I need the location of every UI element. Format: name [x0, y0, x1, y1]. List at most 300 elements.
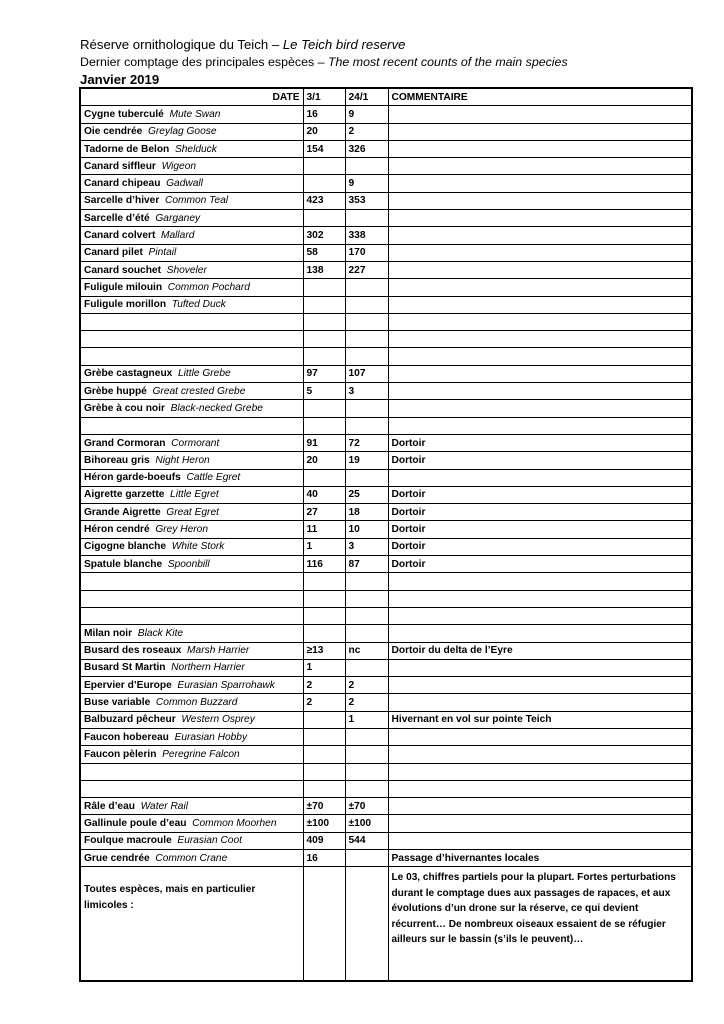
count-date-2: 10 — [345, 521, 388, 538]
comment-cell — [388, 832, 692, 849]
comment-cell — [388, 746, 692, 763]
count-date-2: 353 — [345, 192, 388, 209]
species-french-name: Oie cendrée — [84, 126, 143, 138]
count-date-2 — [345, 331, 388, 348]
count-date-2 — [345, 210, 388, 227]
count-date-1: 16 — [303, 850, 345, 867]
count-date-1: ≥13 — [303, 642, 345, 659]
species-french-name: Tadorne de Belon — [84, 143, 170, 155]
count-date-1 — [303, 763, 345, 780]
species-french-name: Grande Aigrette — [84, 506, 161, 518]
comment-cell — [388, 365, 692, 382]
species-english-name: Cormorant — [165, 437, 220, 449]
species-english-name: Greylag Goose — [142, 126, 217, 138]
table-row — [80, 625, 692, 642]
comment-cell — [388, 573, 692, 590]
comment-cell: Dortoir — [388, 521, 692, 538]
species-french-name: Faucon hobereau — [84, 731, 169, 743]
comment-cell: Dortoir — [388, 434, 692, 451]
species-french-name: Canard chipeau — [84, 178, 161, 190]
count-date-2: 3 — [345, 538, 388, 555]
count-date-1 — [303, 711, 345, 728]
count-date-1: 2 — [303, 677, 345, 694]
species-english-name: Peregrine Falcon — [156, 748, 240, 760]
comment-cell — [388, 694, 692, 711]
species-cell — [80, 815, 303, 832]
table-row — [80, 158, 692, 175]
species-english-name: Black-necked Grebe — [164, 402, 263, 414]
count-date-2 — [345, 400, 388, 417]
document-subtitle — [80, 54, 680, 71]
species-english-name: Common Teal — [159, 195, 229, 207]
species-french-name: Fuligule milouin — [84, 281, 163, 293]
count-date-2 — [345, 850, 388, 867]
comment-cell — [388, 677, 692, 694]
comment-cell — [388, 192, 692, 209]
table-row — [80, 521, 692, 538]
comment-cell — [388, 175, 692, 192]
comment-cell — [388, 625, 692, 642]
table-row — [80, 486, 692, 503]
table-row — [80, 175, 692, 192]
species-french-name: Grèbe à cou noir — [84, 402, 165, 414]
count-date-1: 27 — [303, 504, 345, 521]
comment-cell: Dortoir — [388, 452, 692, 469]
species-cell — [80, 192, 303, 209]
species-french-name: Foulque macroule — [84, 835, 172, 847]
count-date-1: 423 — [303, 192, 345, 209]
table-footer-row — [80, 867, 692, 982]
species-cell — [80, 711, 303, 728]
species-french-name: Milan noir — [84, 627, 133, 639]
species-cell — [80, 642, 303, 659]
table-row — [80, 400, 692, 417]
species-cell — [80, 486, 303, 503]
species-english-name: Black Kite — [132, 627, 184, 639]
count-date-1: 91 — [303, 434, 345, 451]
subtitle-french: Dernier comptage des principales espèces – — [80, 55, 325, 69]
count-date-2: nc — [345, 642, 388, 659]
table-row — [80, 573, 692, 590]
count-date-2: 107 — [345, 365, 388, 382]
comment-cell — [388, 244, 692, 261]
table-row — [80, 832, 692, 849]
species-cell — [80, 607, 303, 624]
species-english-name: Western Osprey — [175, 714, 255, 726]
species-english-name: Eurasian Sparrohawk — [171, 679, 275, 691]
table-row — [80, 296, 692, 313]
species-french-name: Sarcelle d’été — [84, 212, 150, 224]
species-cell — [80, 383, 303, 400]
footer-label: Toutes espèces, mais en particulier limicoles : — [80, 867, 303, 982]
count-date-2: 72 — [345, 434, 388, 451]
count-date-1 — [303, 158, 345, 175]
subtitle-english: The most recent counts of the main species — [327, 55, 568, 69]
table-row — [80, 556, 692, 573]
comment-cell: Passage d’hivernantes locales — [388, 850, 692, 867]
table-row — [80, 642, 692, 659]
count-date-1 — [303, 296, 345, 313]
species-cell — [80, 728, 303, 745]
table-row — [80, 694, 692, 711]
count-date-1: 97 — [303, 365, 345, 382]
species-cell — [80, 400, 303, 417]
species-french-name: Sarcelle d’hiver — [84, 195, 160, 207]
species-french-name: Fuligule morillon — [84, 299, 167, 311]
month-label: Janvier 2019 — [80, 72, 160, 87]
species-cell — [80, 210, 303, 227]
species-french-name: Spatule blanche — [84, 558, 163, 570]
count-date-1: 58 — [303, 244, 345, 261]
species-french-name: Faucon pèlerin — [84, 748, 157, 760]
species-french-name: Râle d’eau — [84, 800, 135, 812]
species-cell — [80, 123, 303, 140]
count-date-2 — [345, 659, 388, 676]
count-date-1: 16 — [303, 106, 345, 123]
species-french-name: Busard des roseaux — [84, 645, 182, 657]
count-date-2: 2 — [345, 123, 388, 140]
count-date-1 — [303, 625, 345, 642]
comment-header: COMMENTAIRE — [388, 88, 692, 106]
count-date-2 — [345, 469, 388, 486]
table-row — [80, 469, 692, 486]
species-cell — [80, 158, 303, 175]
species-cell — [80, 452, 303, 469]
species-cell — [80, 763, 303, 780]
table-header-row — [80, 88, 692, 106]
species-english-name: Pintail — [142, 247, 177, 259]
species-cell — [80, 694, 303, 711]
species-cell — [80, 279, 303, 296]
comment-cell — [388, 210, 692, 227]
count-date-2: 338 — [345, 227, 388, 244]
species-english-name: Little Grebe — [172, 368, 231, 380]
species-french-name: Cigogne blanche — [84, 541, 167, 553]
species-english-name: Common Pochard — [162, 281, 250, 293]
count-date-1 — [303, 417, 345, 434]
species-french-name: Buse variable — [84, 697, 151, 709]
table-row — [80, 279, 692, 296]
comment-cell — [388, 780, 692, 797]
table-row — [80, 798, 692, 815]
count-date-1 — [303, 469, 345, 486]
count-date-2: 9 — [345, 106, 388, 123]
species-cell — [80, 521, 303, 538]
date-header: DATE — [80, 88, 303, 106]
table-row — [80, 659, 692, 676]
comment-cell — [388, 227, 692, 244]
count-date-2: 2 — [345, 694, 388, 711]
species-english-name: White Stork — [166, 541, 225, 553]
species-cell — [80, 832, 303, 849]
count-date-2 — [345, 607, 388, 624]
species-english-name: Grey Heron — [149, 524, 208, 536]
species-cell — [80, 780, 303, 797]
comment-cell — [388, 123, 692, 140]
table-row — [80, 850, 692, 867]
count-date-1: 2 — [303, 694, 345, 711]
count-date-1: 40 — [303, 486, 345, 503]
count-date-1 — [303, 780, 345, 797]
count-date-2: 227 — [345, 261, 388, 278]
table-row — [80, 746, 692, 763]
count-date-2 — [345, 279, 388, 296]
table-row — [80, 227, 692, 244]
species-cell — [80, 798, 303, 815]
count-date-1: 116 — [303, 556, 345, 573]
species-cell — [80, 296, 303, 313]
species-english-name: Common Moorhen — [186, 818, 277, 830]
comment-cell — [388, 469, 692, 486]
count-date-1: 154 — [303, 140, 345, 157]
count-date-2 — [345, 348, 388, 365]
comment-cell — [388, 417, 692, 434]
title-english: Le Teich bird reserve — [282, 37, 406, 52]
species-cell — [80, 469, 303, 486]
species-english-name: Gadwall — [160, 178, 203, 190]
comment-cell — [388, 763, 692, 780]
species-french-name: Cygne tuberculé — [84, 108, 164, 120]
count-date-1: 409 — [303, 832, 345, 849]
species-english-name: Shelduck — [169, 143, 217, 155]
table-row — [80, 728, 692, 745]
species-french-name: Bihoreau gris — [84, 454, 150, 466]
count-date-2: 87 — [345, 556, 388, 573]
count-date-2: 3 — [345, 383, 388, 400]
table-row — [80, 244, 692, 261]
table-row — [80, 210, 692, 227]
count-date-1 — [303, 573, 345, 590]
count-date-2: 19 — [345, 452, 388, 469]
count-date-1 — [303, 746, 345, 763]
species-english-name: Northern Harrier — [165, 662, 245, 674]
species-cell — [80, 331, 303, 348]
comment-cell — [388, 383, 692, 400]
species-cell — [80, 504, 303, 521]
comment-cell — [388, 728, 692, 745]
species-english-name: Common Crane — [149, 852, 228, 864]
comment-cell — [388, 798, 692, 815]
comment-cell — [388, 400, 692, 417]
count-date-2: 170 — [345, 244, 388, 261]
species-english-name: Spoonbill — [162, 558, 210, 570]
table-row — [80, 313, 692, 330]
count-date-2 — [345, 728, 388, 745]
comment-cell — [388, 158, 692, 175]
count-date-2 — [345, 763, 388, 780]
table-row — [80, 452, 692, 469]
species-cell — [80, 365, 303, 382]
species-cell — [80, 417, 303, 434]
count-date-2 — [345, 417, 388, 434]
count-date-1: 302 — [303, 227, 345, 244]
species-french-name: Canard pilet — [84, 247, 143, 259]
comment-cell — [388, 590, 692, 607]
count-date-2 — [345, 573, 388, 590]
species-english-name: Mallard — [155, 230, 195, 242]
footer-comment: Le 03, chiffres partiels pour la plupart. Fortes perturbations durant le comptage dues aux passages de rapaces, et aux évolutions d’un drone sur la réserve, ce qui devient récurrent… De nombreux oiseaux essaient de se réfugier ailleurs sur le bassin (s’ils le peuvent)… — [388, 867, 692, 982]
comment-cell — [388, 261, 692, 278]
count-date-2: 25 — [345, 486, 388, 503]
species-french-name: Grèbe huppé — [84, 385, 147, 397]
species-cell — [80, 434, 303, 451]
table-row — [80, 677, 692, 694]
count-date-2 — [345, 746, 388, 763]
species-cell — [80, 850, 303, 867]
species-french-name: Héron garde-boeufs — [84, 472, 181, 484]
table-row — [80, 383, 692, 400]
count-date-2 — [345, 625, 388, 642]
species-cell — [80, 573, 303, 590]
count-date-1: 20 — [303, 452, 345, 469]
comment-cell: Dortoir — [388, 538, 692, 555]
species-french-name: Aigrette garzette — [84, 489, 165, 501]
table-row — [80, 763, 692, 780]
document-header — [80, 36, 680, 88]
count-date-1: ±70 — [303, 798, 345, 815]
table-row — [80, 365, 692, 382]
species-english-name: Water Rail — [134, 800, 188, 812]
comment-cell: Dortoir du delta de l’Eyre — [388, 642, 692, 659]
comment-cell — [388, 313, 692, 330]
species-english-name: Eurasian Coot — [171, 835, 242, 847]
species-cell — [80, 659, 303, 676]
table-row — [80, 140, 692, 157]
species-english-name: Cattle Egret — [180, 472, 241, 484]
species-french-name: Canard colvert — [84, 230, 156, 242]
count-date-2: 18 — [345, 504, 388, 521]
comment-cell: Dortoir — [388, 556, 692, 573]
species-cell — [80, 625, 303, 642]
species-french-name: Grèbe castagneux — [84, 368, 173, 380]
count-date-2 — [345, 590, 388, 607]
count-date-2: 544 — [345, 832, 388, 849]
comment-cell — [388, 815, 692, 832]
species-cell — [80, 348, 303, 365]
species-cell — [80, 175, 303, 192]
species-english-name: Great crested Grebe — [146, 385, 246, 397]
count-date-1: 11 — [303, 521, 345, 538]
species-english-name: Garganey — [149, 212, 201, 224]
comment-cell: Hivernant en vol sur pointe Teich — [388, 711, 692, 728]
table-row — [80, 261, 692, 278]
count-date-2 — [345, 158, 388, 175]
species-french-name: Epervier d’Europe — [84, 679, 172, 691]
comment-cell: Dortoir — [388, 504, 692, 521]
species-french-name: Balbuzard pêcheur — [84, 714, 176, 726]
count-date-2 — [345, 296, 388, 313]
comment-cell: Dortoir — [388, 486, 692, 503]
count-date-1 — [303, 279, 345, 296]
species-cell — [80, 227, 303, 244]
count-date-1 — [303, 607, 345, 624]
count-date-2: ±100 — [345, 815, 388, 832]
count-date-2 — [345, 313, 388, 330]
species-cell — [80, 677, 303, 694]
table-row — [80, 538, 692, 555]
count-date-1-header: 3/1 — [303, 88, 345, 106]
bird-count-table — [79, 87, 693, 982]
table-row — [80, 815, 692, 832]
count-date-1: 138 — [303, 261, 345, 278]
species-cell — [80, 140, 303, 157]
table-row — [80, 780, 692, 797]
species-french-name: Canard siffleur — [84, 160, 156, 172]
comment-cell — [388, 331, 692, 348]
footer-count-2 — [345, 867, 388, 982]
count-date-2: ±70 — [345, 798, 388, 815]
table-row — [80, 331, 692, 348]
species-french-name: Canard souchet — [84, 264, 161, 276]
species-english-name: Marsh Harrier — [181, 645, 250, 657]
species-french-name: Héron cendré — [84, 524, 150, 536]
species-cell — [80, 746, 303, 763]
species-french-name: Grue cendrée — [84, 852, 150, 864]
count-date-1 — [303, 400, 345, 417]
count-date-2 — [345, 780, 388, 797]
count-date-2: 326 — [345, 140, 388, 157]
species-cell — [80, 590, 303, 607]
count-date-1 — [303, 590, 345, 607]
comment-cell — [388, 348, 692, 365]
table-row — [80, 192, 692, 209]
comment-cell — [388, 607, 692, 624]
species-english-name: Great Egret — [160, 506, 219, 518]
table-row — [80, 348, 692, 365]
comment-cell — [388, 659, 692, 676]
species-cell — [80, 244, 303, 261]
document-title — [80, 36, 680, 54]
comment-cell — [388, 296, 692, 313]
species-french-name: Gallinule poule d’eau — [84, 818, 187, 830]
species-english-name: Wigeon — [155, 160, 197, 172]
count-date-1: ±100 — [303, 815, 345, 832]
species-english-name: Eurasian Hobby — [168, 731, 248, 743]
species-cell — [80, 261, 303, 278]
comment-cell — [388, 106, 692, 123]
species-english-name: Mute Swan — [163, 108, 221, 120]
table-row — [80, 434, 692, 451]
count-date-2: 2 — [345, 677, 388, 694]
comment-cell — [388, 279, 692, 296]
table-row — [80, 607, 692, 624]
title-french: Réserve ornithologique du Teich – — [80, 37, 280, 52]
table-row — [80, 123, 692, 140]
count-date-1: 5 — [303, 383, 345, 400]
count-date-1: 1 — [303, 659, 345, 676]
species-french-name: Grand Cormoran — [84, 437, 166, 449]
species-cell — [80, 538, 303, 555]
count-date-1 — [303, 210, 345, 227]
species-english-name: Night Heron — [149, 454, 210, 466]
species-cell — [80, 313, 303, 330]
count-date-2: 9 — [345, 175, 388, 192]
species-english-name: Tufted Duck — [166, 299, 226, 311]
count-date-2-header: 24/1 — [345, 88, 388, 106]
table-row — [80, 711, 692, 728]
table-row — [80, 504, 692, 521]
footer-count-1 — [303, 867, 345, 982]
species-english-name: Little Egret — [164, 489, 219, 501]
species-english-name: Shoveler — [161, 264, 207, 276]
table-body — [80, 106, 692, 867]
comment-cell — [388, 140, 692, 157]
count-date-2: 1 — [345, 711, 388, 728]
species-french-name: Busard St Martin — [84, 662, 166, 674]
table-row — [80, 590, 692, 607]
species-cell — [80, 106, 303, 123]
table-row — [80, 106, 692, 123]
